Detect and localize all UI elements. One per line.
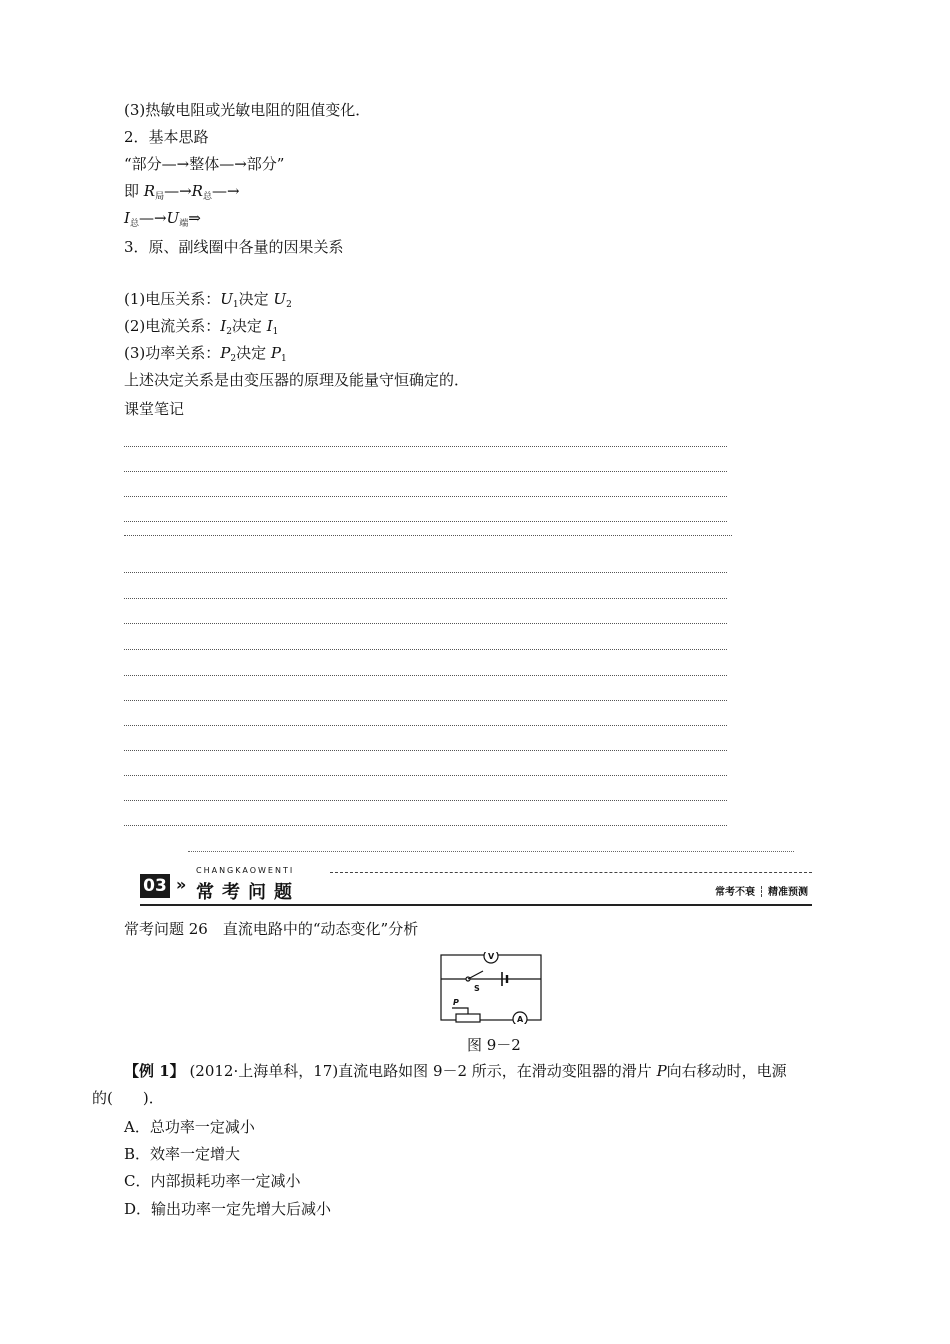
rheostat-icon <box>456 1014 480 1022</box>
section-banner <box>140 866 812 906</box>
circuit-diagram <box>438 952 544 1024</box>
slider-arrow <box>452 1008 468 1014</box>
section-title: 常考问题 <box>196 882 300 903</box>
implies: ⇒ <box>188 209 201 227</box>
subscript: 1 <box>272 327 279 337</box>
text-line-basic-idea: 2．基本思路 <box>124 128 209 146</box>
subscript: 1 <box>232 300 239 310</box>
section-top-divider <box>188 851 794 852</box>
label: (1)电压关系： <box>124 290 221 308</box>
note-rule <box>124 675 727 676</box>
switch-lever <box>468 971 483 979</box>
note-rule <box>124 521 727 522</box>
symbol: I <box>266 317 273 335</box>
ammeter-label: A <box>517 1015 524 1024</box>
notes-heading: 课堂笔记 <box>124 400 185 418</box>
symbol-u: U <box>166 209 180 227</box>
arrow: —→ <box>164 182 192 200</box>
note-rule <box>124 750 727 751</box>
banner-dash-line <box>330 872 812 873</box>
symbol: U <box>273 290 287 308</box>
subscript: 总 <box>129 219 139 229</box>
note-rule <box>124 623 727 624</box>
note-rule <box>124 446 727 447</box>
example-text: (2012·上海单科，17)直流电路如图 9－2 所示，在滑动变阻器的滑片 <box>184 1062 657 1080</box>
symbol-i: I <box>124 209 130 227</box>
symbol-r: R <box>191 182 203 200</box>
subscript: 1 <box>280 354 287 364</box>
label: (2)电流关系： <box>124 317 221 335</box>
text-line-transformer: 3．原、副线圈中各量的因果关系 <box>124 238 344 256</box>
note-rule <box>124 725 727 726</box>
text-line-current-relation <box>124 316 278 342</box>
option-d: D．输出功率一定先增大后减小 <box>124 1200 332 1218</box>
example-label: 【例 1】 <box>124 1062 185 1080</box>
subscript: 局 <box>155 192 165 202</box>
text-line-resistance-chain <box>124 181 240 207</box>
arrow: —→ <box>211 182 240 200</box>
symbol: I <box>220 317 227 335</box>
subscript: 2 <box>226 327 232 337</box>
text-line-conclusion: 上述决定关系是由变压器的原理及能量守恒确定的． <box>124 371 470 389</box>
section-number: 03 <box>140 874 170 898</box>
symbol: U <box>220 290 233 308</box>
subscript: 总 <box>202 192 212 202</box>
verb: 决定 <box>231 317 267 335</box>
note-rule <box>124 800 727 801</box>
section-slogan: 常考不衰 ┆ 精准预测 <box>715 887 808 898</box>
prefix: 即 <box>124 182 144 200</box>
subscript: 2 <box>230 354 237 364</box>
text-line-item-3: (3)热敏电阻或光敏电阻的阻值变化． <box>124 101 371 119</box>
text-line-power-relation <box>124 343 287 369</box>
option-a: A．总功率一定减小 <box>124 1118 255 1136</box>
arrow: —→ <box>138 209 167 227</box>
label: (3)功率关系： <box>124 344 221 362</box>
note-rule <box>124 700 727 701</box>
verb: 决定 <box>238 290 274 308</box>
note-rule <box>124 572 727 573</box>
subscript: 端 <box>179 219 189 229</box>
problem-heading: 常考问题 26 直流电路中的“动态变化”分析 <box>124 920 419 938</box>
option-c: C．内部损耗功率一定减小 <box>124 1172 301 1190</box>
switch-label: S <box>474 984 480 993</box>
note-rule <box>124 598 727 599</box>
verb: 决定 <box>236 344 271 362</box>
symbol: P <box>220 344 231 362</box>
note-rule <box>124 471 727 472</box>
example-text-tail: 向右移动时，电源 <box>666 1062 787 1080</box>
symbol: P <box>270 344 281 362</box>
note-rule <box>124 825 727 826</box>
banner-base-line <box>140 904 812 906</box>
circuit-outer-wire <box>441 955 541 1020</box>
note-rule <box>124 496 727 497</box>
chevron-icon: » <box>176 875 187 894</box>
example-question-continued: 的( )． <box>92 1089 164 1107</box>
text-line-part-whole-part: “部分—→整体—→部分” <box>124 155 285 173</box>
symbol-p: P <box>656 1062 667 1080</box>
example-question <box>124 1061 787 1081</box>
note-rule <box>124 649 727 650</box>
text-line-voltage-relation <box>124 289 292 315</box>
subscript: 2 <box>286 300 292 310</box>
note-rule <box>124 535 732 536</box>
symbol-r: R <box>143 182 156 200</box>
option-b: B．效率一定增大 <box>124 1145 241 1163</box>
voltmeter-label: V <box>488 952 495 961</box>
slider-label: P <box>453 998 459 1007</box>
text-line-current-chain <box>124 208 201 234</box>
figure-caption: 图 9－2 <box>467 1036 521 1054</box>
section-pinyin: CHANGKAOWENTI <box>196 866 295 875</box>
note-rule <box>124 775 727 776</box>
